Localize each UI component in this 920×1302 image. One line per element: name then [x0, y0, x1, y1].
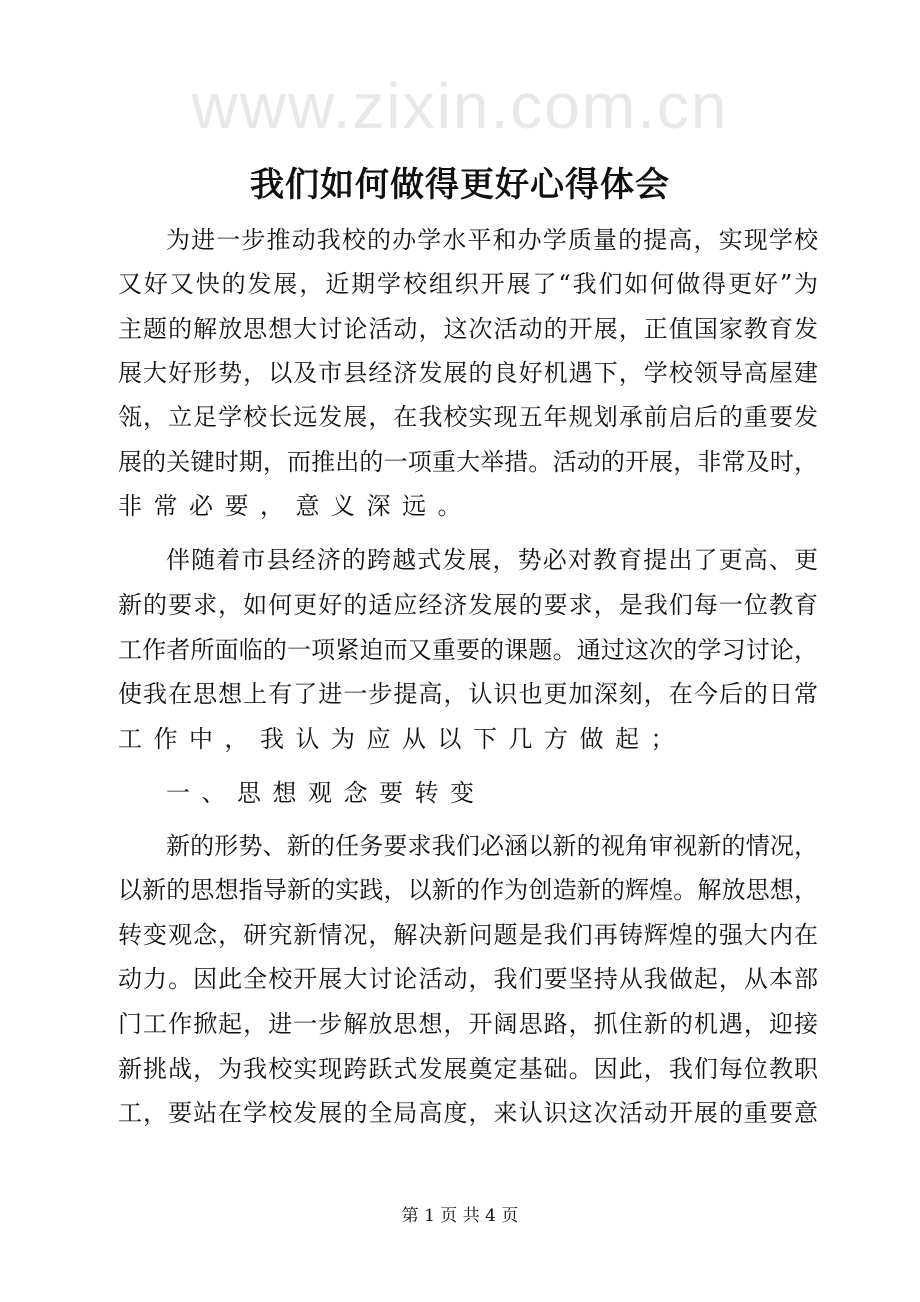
- watermark: www.zixin.com.cn: [191, 70, 729, 142]
- paragraph-line: 门工作掀起，进一步解放思想，开阔思路，抓住新的机遇，迎接: [118, 1010, 818, 1038]
- paragraph-line: 伴随着市县经济的跨越式发展，势必对教育提出了更高、更: [166, 546, 818, 574]
- paragraph-line: 新的要求，如何更好的适应经济发展的要求，是我们每一位教育: [118, 591, 818, 619]
- paragraph-line: 以新的思想指导新的实践，以新的作为创造新的辉煌。解放思想，: [118, 876, 818, 904]
- paragraph-line: 主题的解放思想大讨论活动，这次活动的开展，正值国家教育发: [118, 315, 818, 343]
- document-title: 我们如何做得更好心得体会: [250, 165, 670, 205]
- paragraph-line: 展的关键时期，而推出的一项重大举措。活动的开展，非常及时，: [118, 448, 818, 476]
- paragraph-line: 新的形势、新的任务要求我们必涵以新的视角审视新的情况，: [166, 832, 818, 860]
- paragraph-line: 展大好形势，以及市县经济发展的良好机遇下，学校领导高屋建: [118, 359, 818, 387]
- paragraph-line: 工作中，我认为应从以下几方做起；: [118, 725, 686, 753]
- section-heading: 一、思想观念要转变: [166, 779, 486, 807]
- paragraph-line: 新挑战，为我校实现跨跃式发展奠定基础。因此，我们每位教职: [118, 1055, 818, 1083]
- paragraph-line: 转变观念，研究新情况，解决新问题是我们再铸辉煌的强大内在: [118, 921, 818, 949]
- paragraph-line: 非常必要，意义深远。: [118, 492, 473, 520]
- page-number: 第 1 页 共 4 页: [401, 1206, 519, 1226]
- paragraph-line: 为进一步推动我校的办学水平和办学质量的提高，实现学校: [166, 226, 818, 254]
- paragraph-line: 工，要站在学校发展的全局高度，来认识这次活动开展的重要意: [118, 1099, 818, 1127]
- paragraph-line: 动力。因此全校开展大讨论活动，我们要坚持从我做起，从本部: [118, 965, 818, 993]
- paragraph-line: 又好又快的发展，近期学校组织开展了“我们如何做得更好”为: [118, 270, 818, 298]
- paragraph-line: 瓴，立足学校长远发展，在我校实现五年规划承前启后的重要发: [118, 403, 818, 431]
- paragraph-line: 使我在思想上有了进一步提高，认识也更加深刻，在今后的日常: [118, 680, 818, 708]
- paragraph-line: 工作者所面临的一项紧迫而又重要的课题。通过这次的学习讨论，: [118, 636, 818, 664]
